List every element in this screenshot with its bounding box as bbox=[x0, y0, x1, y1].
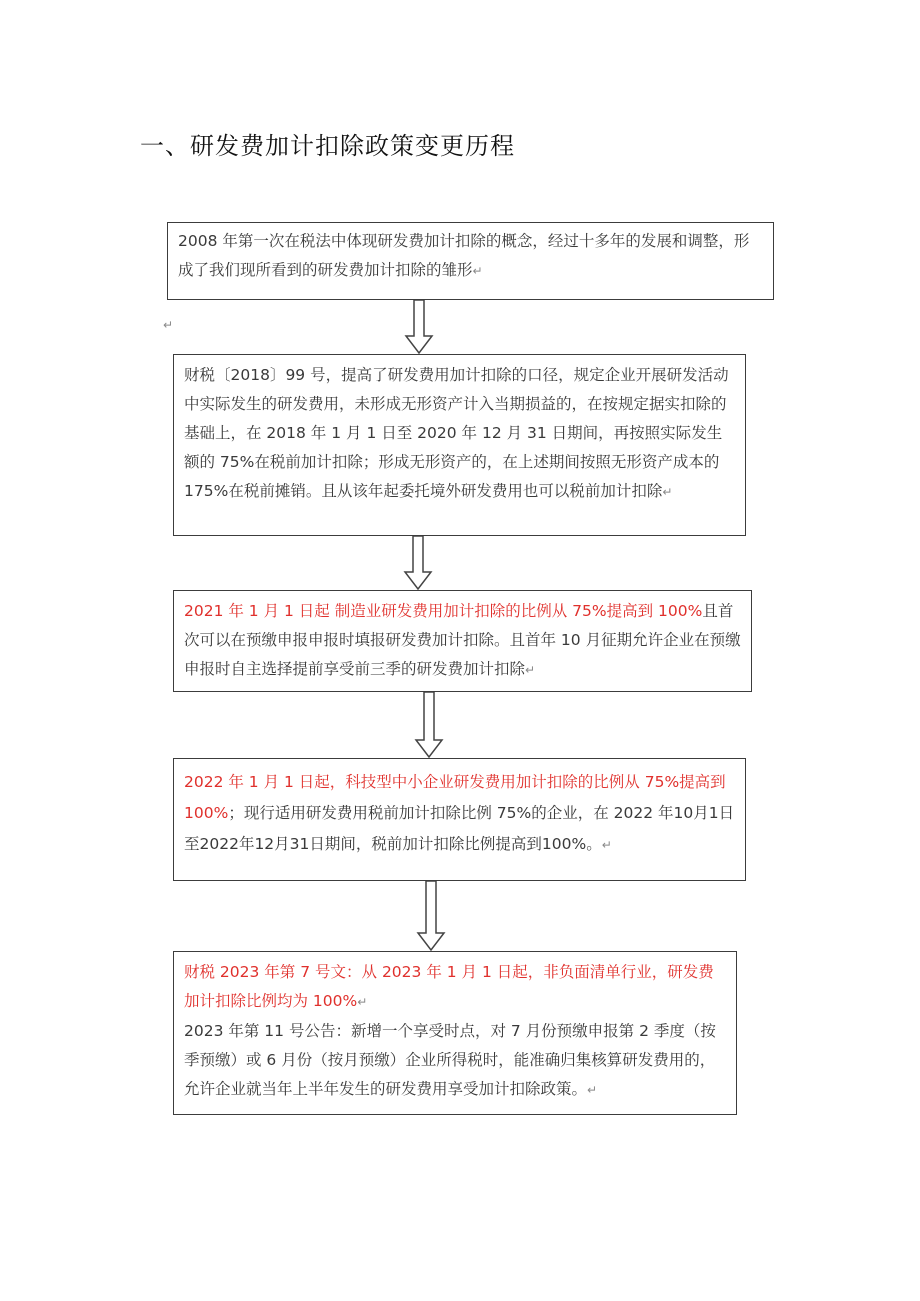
return-mark: ↵ bbox=[587, 1083, 598, 1097]
down-arrow-icon bbox=[404, 300, 434, 354]
return-mark: ↵ bbox=[601, 838, 612, 852]
down-arrow-icon bbox=[416, 881, 446, 951]
timeline-box-2022 bbox=[173, 758, 746, 881]
box-highlight-text: 财税 2023 年第 7 号文：从 2023 年 1 月 1 日起，非负面清单行业，研发费加计扣除比例均为 100% bbox=[184, 963, 714, 1010]
return-mark: ↵ bbox=[525, 663, 536, 677]
return-mark: ↵ bbox=[662, 485, 673, 499]
timeline-box-2021 bbox=[173, 590, 752, 692]
return-mark: ↵ bbox=[163, 318, 174, 332]
timeline-box-2008 bbox=[167, 222, 774, 300]
box-text: 2023 年第 11 号公告：新增一个享受时点，对 7 月份预缴申报第 2 季度（按季预缴）或 6 月份（按月预缴）企业所得税时，能准确归集核算研发费用的，允许企业就当年上半年发生的研发费用享受加计扣除政策。 bbox=[184, 1022, 716, 1098]
box-highlight-text: 2022 年 1 月 1 日起，科技型中小企业研发费用加计扣除的比例从 75%提高到 100% bbox=[184, 773, 726, 822]
box-text: 财税〔2018〕99 号，提高了研发费用加计扣除的口径，规定企业开展研发活动中实际发生的研发费用，未形成无形资产计入当期损益的，在按规定据实扣除的基础上，在 2018 年 1 月 1 日至 2020 年 12 月 31 日期间，再按照实际发生额的 75%在税前加计扣除；形成无形资产的，在上述期间按照无形资产成本的 175%在税前摊销。且从该年起委托境外研发费用也可以税前加计扣除 bbox=[184, 366, 729, 500]
down-arrow-icon bbox=[403, 536, 433, 590]
timeline-box-2018 bbox=[173, 354, 746, 536]
page-heading: 一、研发费加计扣除政策变更历程 bbox=[140, 132, 515, 160]
box-text: 且首次可以在预缴申报申报时填报研发费加计扣除。且首年 10 月征期允许企业在预缴申报时自主选择提前享受前三季的研发费加计扣除 bbox=[184, 602, 741, 678]
box-text: ；现行适用研发费用税前加计扣除比例 75%的企业，在 2022 年10月1日至2022年12月31日期间，税前加计扣除比例提高到100%。 bbox=[184, 804, 735, 853]
timeline-box-2023 bbox=[173, 951, 737, 1115]
box-highlight-text: 2021 年 1 月 1 日起 制造业研发费用加计扣除的比例从 75%提高到 100% bbox=[184, 602, 703, 620]
return-mark: ↵ bbox=[357, 995, 368, 1009]
down-arrow-icon bbox=[414, 692, 444, 758]
box-text: 2008 年第一次在税法中体现研发费加计扣除的概念，经过十多年的发展和调整，形成了我们现所看到的研发费加计扣除的雏形 bbox=[178, 232, 750, 279]
return-mark: ↵ bbox=[472, 264, 483, 278]
